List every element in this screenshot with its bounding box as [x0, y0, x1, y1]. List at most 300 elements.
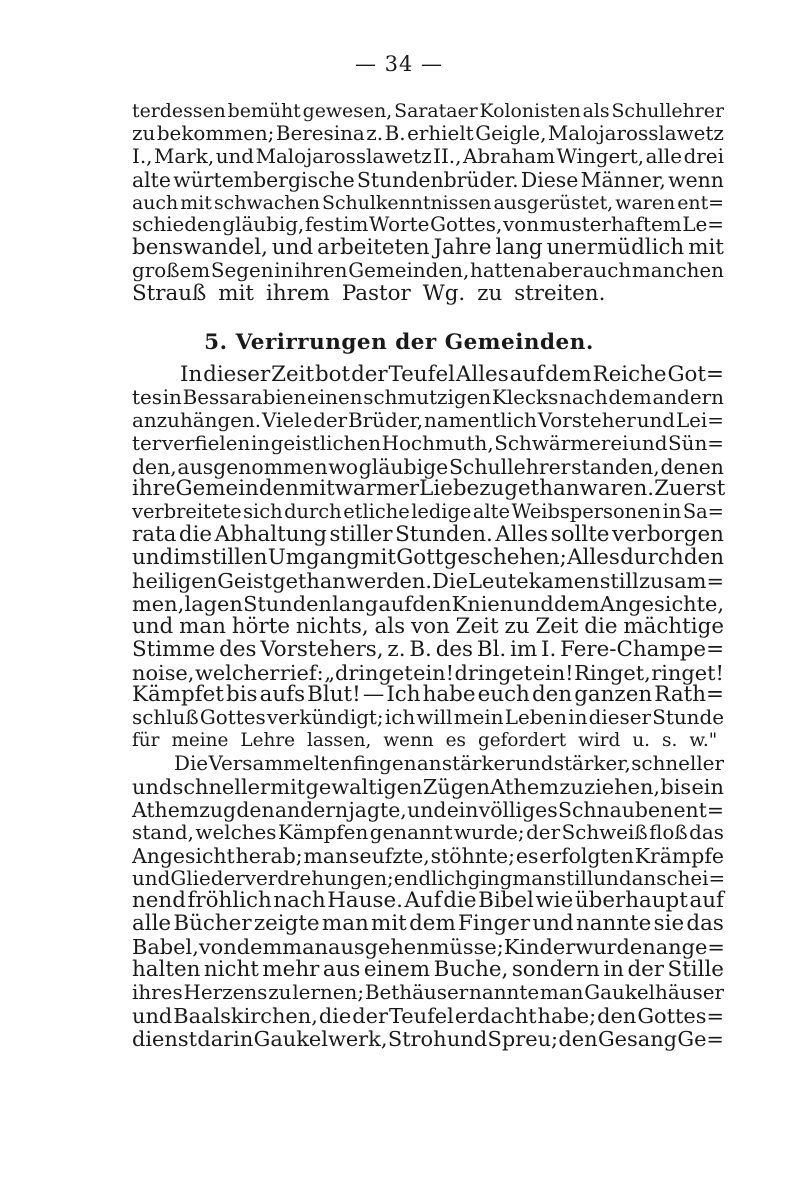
text-line — [132, 283, 724, 306]
text-line — [132, 1028, 724, 1051]
word: und — [132, 545, 174, 571]
word: großem — [132, 259, 211, 283]
word: Gottes, — [430, 213, 503, 237]
word: Angesicht — [132, 843, 235, 868]
word: Blut! — [307, 682, 361, 708]
word: in — [603, 957, 624, 983]
word: Abhaltung — [214, 522, 327, 548]
word: wird — [578, 730, 621, 752]
word: man — [282, 935, 328, 960]
word: bot — [314, 362, 351, 387]
word: ausgehen — [327, 935, 430, 960]
word: ihre — [132, 476, 176, 502]
word: Abraham — [463, 144, 555, 168]
word: unermüdlich — [546, 235, 685, 261]
word: ein — [446, 797, 479, 822]
word: rief: — [279, 660, 324, 685]
word: II., — [433, 144, 462, 168]
word: der — [352, 1003, 388, 1028]
word: Sarataer — [394, 100, 478, 122]
word: aus — [322, 957, 361, 983]
word: durch — [284, 500, 342, 524]
word: fest — [305, 213, 343, 237]
word: und — [132, 775, 173, 800]
word: Lehre — [240, 730, 296, 752]
word: Gaukelhäuser — [584, 981, 724, 1005]
word: Brüder, — [348, 408, 424, 432]
word: zu — [268, 981, 292, 1005]
word: wurden — [575, 935, 656, 960]
word: bis — [660, 775, 692, 800]
word: erfolgten — [539, 843, 634, 868]
word: zugethan — [479, 476, 580, 502]
word: ganzen — [574, 682, 653, 708]
word: Athem — [490, 775, 560, 800]
word: der — [627, 957, 665, 983]
word: ange= — [655, 935, 725, 960]
word: Schulkenntnissen — [322, 191, 492, 214]
word: standen, — [571, 454, 660, 479]
word: völliges — [478, 797, 558, 822]
word: anschei= — [631, 866, 726, 890]
word: Jahre — [433, 235, 492, 261]
word: von — [198, 935, 237, 960]
word: ziehen, — [584, 775, 661, 800]
word: des — [219, 636, 257, 662]
word: man — [512, 866, 556, 890]
text-line — [132, 868, 724, 891]
word: dieser — [588, 706, 652, 730]
word: darin — [197, 1026, 254, 1051]
word: in — [162, 385, 182, 409]
word: Gliederverdrehungen; — [170, 866, 394, 890]
word: dringet — [454, 660, 533, 685]
word: verborgen — [612, 522, 724, 548]
word: als — [582, 100, 610, 122]
word: nach — [273, 888, 326, 914]
word: Viele — [261, 408, 313, 432]
word: alte — [132, 167, 171, 192]
text-line — [132, 753, 724, 776]
text-line — [132, 169, 724, 192]
word: I. — [541, 636, 557, 662]
word: und — [593, 866, 632, 890]
word: den, — [132, 454, 177, 479]
word: Fere-Champe= — [560, 636, 724, 662]
word: Buche, — [433, 957, 509, 983]
word: mit — [180, 191, 212, 214]
word: Spreu; — [487, 1026, 559, 1051]
word: will — [416, 706, 453, 730]
word: man — [321, 911, 369, 937]
word: erhielt — [407, 121, 474, 145]
word: Ge= — [677, 1026, 724, 1051]
paragraphs-body — [132, 364, 724, 1051]
word: habe — [422, 682, 476, 708]
word: lassen, — [307, 730, 372, 752]
word: zu — [504, 613, 530, 639]
text-line — [132, 613, 724, 639]
word: Wg. — [422, 281, 466, 307]
word: z. — [366, 121, 384, 145]
word: Vorstehers, — [260, 636, 384, 662]
word: gewesen, — [302, 100, 393, 122]
word: welches — [195, 820, 277, 844]
word: auch — [582, 259, 632, 283]
word: fingen — [353, 752, 417, 776]
word: floß — [649, 820, 688, 844]
word: habe; — [537, 1003, 597, 1028]
word: schluß — [132, 706, 199, 730]
word: verbreitete — [132, 500, 242, 524]
word: Vorsteher — [537, 408, 636, 432]
word: und — [532, 911, 574, 937]
word: stärker — [441, 752, 515, 776]
word: Alles — [455, 362, 509, 387]
word: und — [629, 431, 668, 455]
word: endlich — [393, 866, 468, 890]
word: „dringet — [324, 660, 413, 685]
word: Ich — [386, 682, 421, 708]
word: schneller — [631, 752, 724, 776]
word: wenn — [668, 167, 724, 192]
word: ihren — [294, 259, 348, 283]
word: in — [662, 500, 682, 524]
word: Stunde — [652, 706, 724, 730]
word: überhaupt — [574, 888, 688, 914]
word: benswandel, — [132, 235, 268, 261]
word: Schullehrer — [611, 100, 724, 122]
text-line — [132, 776, 724, 799]
word: Schweiß — [561, 820, 648, 844]
word: alte — [472, 500, 510, 524]
text-line — [132, 845, 724, 868]
word: alle — [645, 144, 683, 168]
word: Bibel — [478, 888, 534, 914]
text-line — [132, 570, 724, 593]
text-line — [132, 936, 724, 959]
text-line — [132, 192, 724, 215]
word: Herzens — [183, 981, 268, 1005]
word: arbeiteten — [317, 235, 430, 261]
word: es — [445, 730, 466, 752]
word: Malojarosslawetz — [547, 121, 724, 145]
word: ihres — [132, 981, 183, 1005]
word: aufs — [259, 682, 306, 708]
word: der — [313, 408, 348, 432]
word: Lei= — [675, 408, 724, 432]
word: ent= — [673, 797, 724, 822]
word: Stunden — [243, 591, 332, 616]
word: stöhnte; — [430, 843, 515, 868]
word: Got= — [667, 362, 724, 387]
word: den — [236, 797, 275, 822]
word: mit — [270, 775, 306, 800]
word: ihrem — [266, 281, 330, 307]
text-line — [132, 100, 724, 123]
word: lang — [332, 591, 379, 616]
word: es — [515, 843, 539, 868]
word: Worte — [369, 213, 430, 237]
word: zu — [132, 121, 156, 145]
word: im — [510, 636, 538, 662]
word: sondern — [511, 957, 600, 983]
word: nichts, — [295, 613, 369, 639]
word: tes — [132, 385, 162, 409]
word: als — [374, 613, 406, 639]
word: zeigte — [253, 911, 320, 937]
word: Diese — [520, 167, 579, 192]
text-line — [132, 364, 724, 387]
word: stärker, — [553, 752, 631, 776]
word: sollte — [550, 522, 610, 548]
word: Ringet, — [574, 660, 651, 685]
word: Strauß — [132, 281, 207, 307]
word: Stille — [667, 957, 724, 983]
word: Leben — [504, 706, 568, 730]
word: und — [407, 797, 447, 822]
word: mit — [360, 545, 396, 571]
word: auf — [509, 362, 545, 387]
word: ging — [467, 866, 513, 890]
word: Wingert, — [556, 144, 645, 168]
word: gefordert — [477, 730, 567, 752]
word: Auf — [404, 888, 442, 914]
word: Zügen — [422, 775, 490, 800]
word: man — [303, 843, 349, 868]
word: welcher — [194, 660, 280, 685]
word: Zeit — [455, 613, 499, 639]
word: Versammelten — [208, 752, 353, 776]
word: für — [132, 730, 160, 752]
word: Bl. — [476, 636, 507, 662]
word: zu — [477, 281, 503, 307]
word: I., — [132, 144, 153, 168]
word: Leute — [468, 569, 529, 594]
word: s. — [662, 730, 678, 752]
word: und — [132, 613, 174, 639]
word: Teufel — [388, 362, 456, 387]
word: Stimme — [132, 636, 216, 662]
word: Stroh — [387, 1026, 447, 1051]
word: Krämpfe — [634, 843, 724, 868]
word: Stundenbrüder. — [356, 167, 519, 192]
word: musterhaftem — [539, 213, 682, 237]
word: alle — [132, 911, 172, 937]
word: geschehen; — [443, 545, 567, 571]
word: und — [636, 408, 676, 432]
word: nannte — [575, 911, 652, 937]
word: seufzte, — [349, 843, 430, 868]
word: Knien — [451, 591, 514, 616]
word: Mark, — [154, 144, 215, 168]
word: ausgerüstet, — [493, 191, 614, 214]
text-line — [132, 478, 724, 501]
word: Gemeinden — [175, 476, 299, 502]
word: dienst — [132, 1026, 197, 1051]
word: und — [513, 591, 554, 616]
word: gewaltigen — [305, 775, 423, 800]
word: Le= — [682, 213, 724, 237]
word: sie — [653, 911, 685, 937]
word: hörte — [231, 613, 290, 639]
word: warmer — [334, 476, 420, 502]
page-number: — 34 — — [354, 52, 444, 76]
word: — — [362, 682, 385, 708]
word: einem — [363, 957, 431, 983]
word: lagen — [184, 591, 243, 616]
word: gethan — [272, 569, 346, 594]
word: schmutzigen — [363, 385, 492, 409]
word: ausgenommen — [177, 454, 328, 479]
text-line — [132, 707, 724, 730]
word: Kolonisten — [479, 100, 581, 122]
word: Sa= — [682, 500, 724, 524]
word: man — [539, 981, 584, 1005]
word: ringet! — [651, 660, 724, 685]
word: Geigle, — [475, 121, 547, 145]
section-heading: 5. Verirrungen der Gemeinden. — [204, 330, 594, 355]
word: Weibspersonen — [511, 500, 662, 524]
word: das — [686, 911, 724, 937]
word: halten — [132, 957, 201, 983]
word: Gesang — [597, 1026, 678, 1051]
word: Sün= — [668, 431, 724, 455]
word: Bücher — [173, 911, 252, 937]
word: ein! — [413, 660, 455, 685]
word: nicht — [203, 957, 259, 983]
word: verfielen — [161, 431, 251, 455]
text-line — [132, 146, 724, 169]
word: den — [683, 545, 724, 571]
word: dem — [608, 385, 652, 409]
text-line — [132, 260, 724, 283]
text-line — [132, 982, 724, 1005]
text-line — [132, 214, 724, 237]
word: den — [531, 682, 573, 708]
word: manchen — [631, 259, 724, 283]
word: euch — [477, 682, 530, 708]
word: mit — [298, 476, 335, 502]
word: waren — [615, 191, 676, 214]
text-line — [132, 684, 724, 707]
text-line — [132, 593, 724, 616]
word: auf — [378, 591, 412, 616]
word: fröhlich — [187, 888, 272, 914]
word: kamen — [528, 569, 600, 594]
word: B. — [409, 636, 432, 662]
word: Bethäuser — [364, 981, 469, 1005]
word: Kinder — [503, 935, 576, 960]
word: und — [132, 866, 171, 890]
word: Geist — [217, 569, 273, 594]
word: Gemeinden, — [348, 259, 470, 283]
word: Die — [432, 569, 468, 594]
text-line — [132, 387, 724, 410]
word: des — [435, 636, 474, 662]
word: Männer, — [580, 167, 666, 192]
text-line — [132, 456, 724, 479]
word: Baalskirchen, — [173, 1003, 318, 1028]
word: die — [318, 1003, 352, 1028]
word: genannt — [369, 820, 453, 844]
word: in — [568, 706, 588, 730]
word: mit — [371, 911, 407, 937]
text-line — [132, 123, 724, 146]
word: ein! — [532, 660, 574, 685]
text-line — [132, 547, 724, 570]
word: In — [180, 362, 203, 387]
word: gläubige — [358, 454, 449, 479]
word: andern — [652, 385, 724, 409]
word: von — [503, 213, 540, 237]
word: nannte — [469, 981, 540, 1005]
word: wurde; — [454, 820, 525, 844]
word: Finger — [458, 911, 531, 937]
word: mein — [453, 706, 504, 730]
word: mehr — [262, 957, 320, 983]
text-line — [132, 1005, 724, 1028]
word: u. — [632, 730, 651, 752]
word: Malojarosslawetz — [255, 144, 432, 168]
word: bis — [226, 682, 258, 708]
word: in — [250, 431, 271, 455]
paragraph-continuation — [132, 100, 724, 306]
word: Pastor — [341, 281, 411, 307]
word: wo — [328, 454, 358, 479]
text-line — [132, 501, 724, 524]
word: dem — [236, 935, 283, 960]
word: Schnauben — [557, 797, 674, 822]
word: denen — [660, 454, 724, 479]
text-line — [132, 237, 724, 260]
word: jagte, — [348, 797, 407, 822]
word: verkündigt; — [266, 706, 384, 730]
word: still — [555, 866, 594, 890]
word: mächtige — [623, 613, 724, 639]
text-line — [132, 433, 724, 456]
word: waren. — [579, 476, 655, 502]
text-line — [132, 959, 724, 982]
word: einen — [307, 385, 363, 409]
word: mit — [688, 235, 724, 261]
word: durch — [620, 545, 684, 571]
word: die — [443, 888, 477, 914]
word: Schwärmerei — [494, 431, 629, 455]
word: streiten. — [514, 281, 606, 307]
word: andern — [274, 797, 349, 822]
word: stiller — [329, 522, 393, 548]
word: terdessen — [132, 100, 226, 122]
word: still — [599, 569, 639, 594]
text-line — [132, 799, 724, 822]
text-line — [132, 890, 724, 913]
word: aber — [535, 259, 582, 283]
word: würtembergische — [173, 167, 355, 192]
word: w." — [689, 730, 718, 752]
word: anzuhängen. — [132, 408, 262, 432]
word: schieden — [132, 213, 222, 237]
word: Zeit — [271, 362, 315, 387]
text-line — [132, 662, 724, 685]
word: Rath= — [654, 682, 724, 708]
word: ich — [384, 706, 416, 730]
word: Athemzug — [132, 797, 237, 822]
word: im — [173, 545, 201, 571]
word: Stunden. — [395, 522, 493, 548]
word: Alles — [495, 522, 549, 548]
word: etliche — [343, 500, 410, 524]
